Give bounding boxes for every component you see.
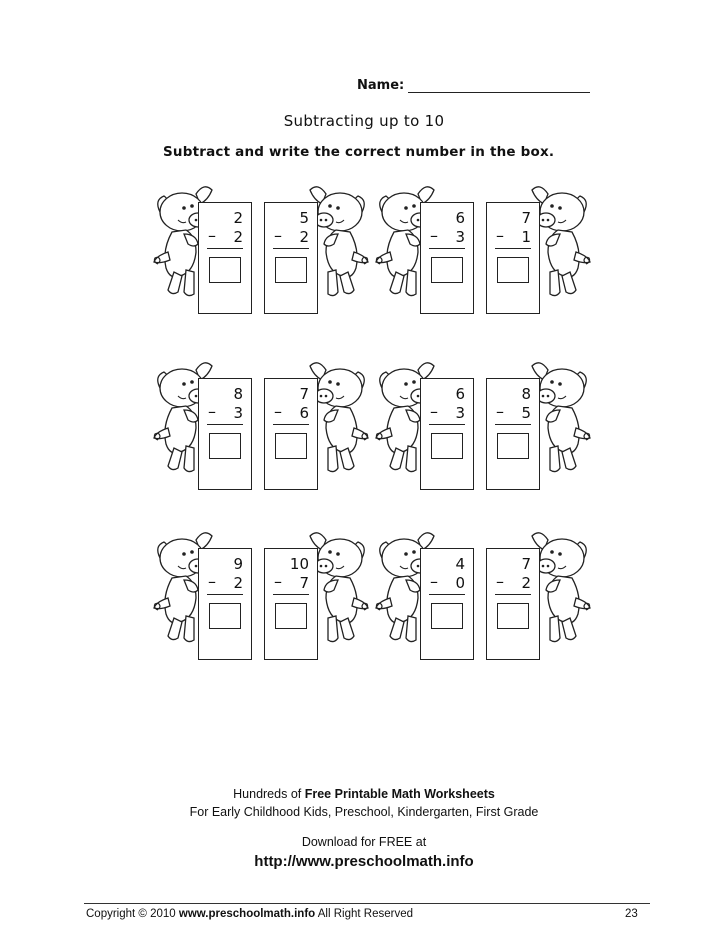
answer-box[interactable] xyxy=(209,257,241,283)
minuend: 8 xyxy=(521,385,531,403)
copyright-site[interactable]: www.preschoolmath.info xyxy=(178,908,316,920)
footer-line-2: For Early Childhood Kids, Preschool, Kindergarten, First Grade xyxy=(189,805,539,819)
subtrahend: 3 xyxy=(455,404,465,422)
subtrahend: 3 xyxy=(455,228,465,246)
equals-rule xyxy=(273,594,309,595)
equals-rule xyxy=(495,248,531,249)
minus-sign: – xyxy=(430,572,438,591)
subtrahend: 1 xyxy=(521,228,531,246)
equals-rule xyxy=(429,424,465,425)
problem-card xyxy=(198,378,252,490)
answer-box[interactable] xyxy=(431,603,463,629)
name-write-line xyxy=(408,80,590,93)
subtraction-problem xyxy=(150,348,260,478)
subtrahend: 5 xyxy=(521,404,531,422)
subtraction-problem xyxy=(484,518,594,648)
problem-card xyxy=(486,378,540,490)
subtraction-problem xyxy=(372,348,482,478)
minuend: 2 xyxy=(233,209,243,227)
problem-card xyxy=(198,202,252,314)
minuend: 7 xyxy=(299,385,309,403)
equals-rule xyxy=(207,424,243,425)
minus-sign: – xyxy=(274,572,282,591)
minus-sign: – xyxy=(208,226,216,245)
copyright xyxy=(86,908,413,920)
name-label: Name: xyxy=(357,78,405,93)
footer-line-1 xyxy=(0,787,728,801)
minuend: 4 xyxy=(455,555,465,573)
problem-card xyxy=(420,548,474,660)
instruction: Subtract and write the correct number in the box. xyxy=(163,144,555,160)
answer-box[interactable] xyxy=(209,603,241,629)
answer-box[interactable] xyxy=(497,433,529,459)
subtraction-problem xyxy=(150,518,260,648)
problem-card xyxy=(264,202,318,314)
minus-sign: – xyxy=(496,572,504,591)
subtrahend: 2 xyxy=(233,574,243,592)
subtrahend: 2 xyxy=(521,574,531,592)
answer-box[interactable] xyxy=(275,257,307,283)
minus-sign: – xyxy=(430,402,438,421)
subtrahend: 3 xyxy=(233,404,243,422)
page-title: Subtracting up to 10 xyxy=(283,112,445,130)
footer-url[interactable]: http://www.preschoolmath.info xyxy=(254,853,474,870)
answer-box[interactable] xyxy=(275,603,307,629)
minuend: 7 xyxy=(521,209,531,227)
subtrahend: 6 xyxy=(299,404,309,422)
equals-rule xyxy=(495,424,531,425)
minus-sign: – xyxy=(274,402,282,421)
subtraction-problem xyxy=(484,348,594,478)
answer-box[interactable] xyxy=(497,257,529,283)
problem-card xyxy=(486,202,540,314)
equals-rule xyxy=(273,248,309,249)
minuend: 5 xyxy=(299,209,309,227)
minus-sign: – xyxy=(208,572,216,591)
answer-box[interactable] xyxy=(275,433,307,459)
equals-rule xyxy=(429,248,465,249)
subtrahend: 2 xyxy=(299,228,309,246)
subtraction-problem xyxy=(150,172,260,302)
subtrahend: 7 xyxy=(299,574,309,592)
minuend: 9 xyxy=(233,555,243,573)
answer-box[interactable] xyxy=(497,603,529,629)
equals-rule xyxy=(495,594,531,595)
equals-rule xyxy=(273,424,309,425)
minus-sign: – xyxy=(496,402,504,421)
equals-rule xyxy=(207,248,243,249)
minuend: 10 xyxy=(289,555,309,573)
subtraction-problem xyxy=(262,172,372,302)
answer-box[interactable] xyxy=(431,433,463,459)
subtraction-problem xyxy=(262,348,372,478)
subtraction-problem xyxy=(372,518,482,648)
name-field xyxy=(357,78,590,93)
problem-card xyxy=(264,378,318,490)
footer-divider xyxy=(84,903,650,904)
problem-card xyxy=(264,548,318,660)
subtraction-problem xyxy=(372,172,482,302)
minus-sign: – xyxy=(496,226,504,245)
subtraction-problem xyxy=(262,518,372,648)
equals-rule xyxy=(429,594,465,595)
footer-line-1-prefix: Hundreds of xyxy=(233,787,302,801)
problem-card xyxy=(420,202,474,314)
minuend: 8 xyxy=(233,385,243,403)
copyright-prefix: Copyright © 2010 xyxy=(86,908,176,920)
answer-box[interactable] xyxy=(209,433,241,459)
minuend: 7 xyxy=(521,555,531,573)
footer-line-3: Download for FREE at xyxy=(301,835,427,849)
subtraction-problem xyxy=(484,172,594,302)
minuend: 6 xyxy=(455,385,465,403)
page-number: 23 xyxy=(625,908,638,920)
problem-card xyxy=(486,548,540,660)
problem-card xyxy=(420,378,474,490)
answer-box[interactable] xyxy=(431,257,463,283)
footer-line-1-bold: Free Printable Math Worksheets xyxy=(304,787,495,801)
equals-rule xyxy=(207,594,243,595)
minus-sign: – xyxy=(208,402,216,421)
subtrahend: 2 xyxy=(233,228,243,246)
minus-sign: – xyxy=(274,226,282,245)
problem-card xyxy=(198,548,252,660)
copyright-suffix: All Right Reserved xyxy=(317,908,413,920)
subtrahend: 0 xyxy=(455,574,465,592)
minus-sign: – xyxy=(430,226,438,245)
minuend: 6 xyxy=(455,209,465,227)
